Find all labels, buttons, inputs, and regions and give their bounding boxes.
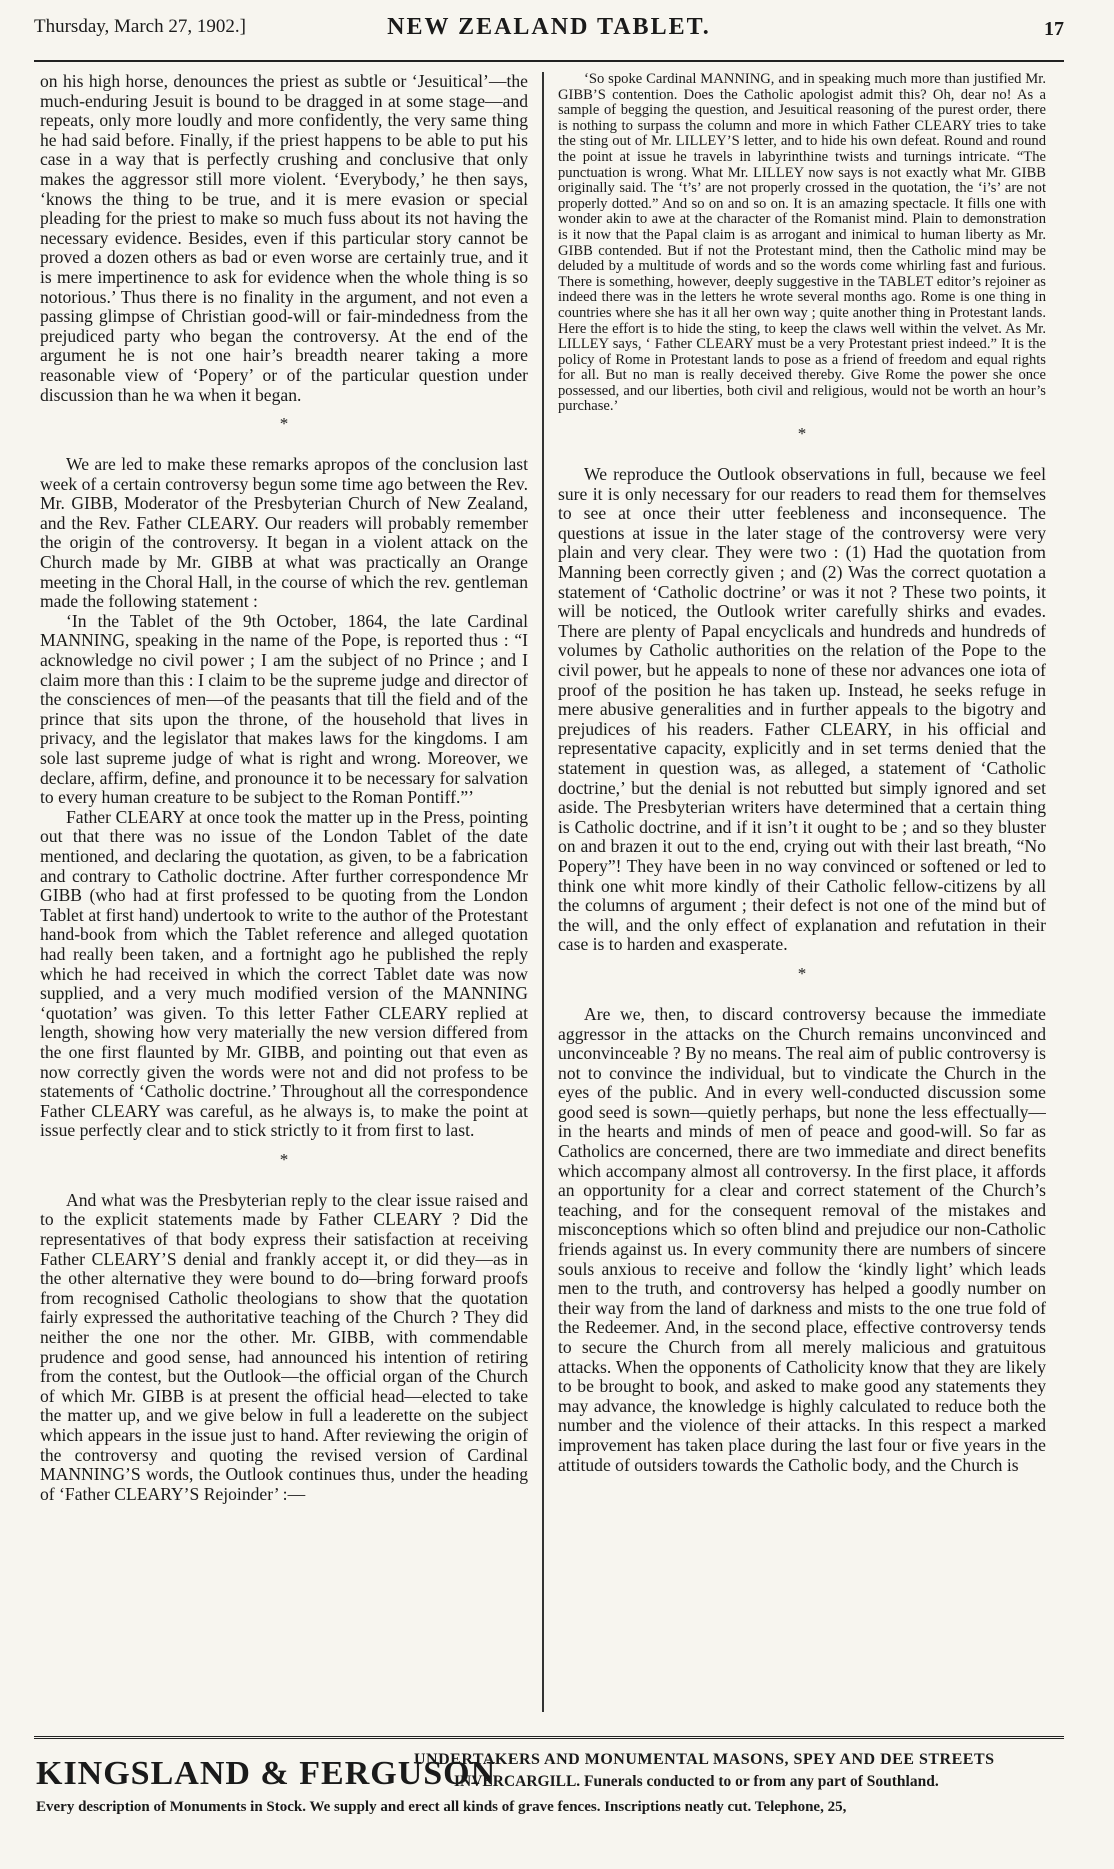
paragraph: We are led to make these remarks apropos of the conclusion last week of a certain controversy begun some time ago between the Rev. Mr. GIBB, Moderator of the Presbyterian Church of New Zealand, and the Rev. Father CLEARY. Our readers will probably remember the origin of the controversy. It began in a violent attack on the Church made by Mr. GIBB at what was practically an Orange meeting in the Choral Hall, in the course of which the rev. gentleman made the following statement : [40, 454, 528, 612]
paragraph: And what was the Presbyterian reply to the clear issue raised and to the explicit statements made by Father CLEARY ? Did the representatives of that body express their satisfaction at receiving Father CLEARY’S denial and frankly accept it, or did they—as in the other alternative they were bound to do—bring forward proofs from recognised Catholic theologians to show that the quotation fairly expressed the authoritative teaching of the Church ? They did neither the one nor the other. Mr. GIBB, with commendable prudence and good sense, had announced his intention of retiring from the contest, but the Outlook—the official organ of the Church of which Mr. GIBB is at present the official head—elected to take the matter up, and we give below in full a leaderette on the subject which appears in the issue just to hand. After reviewing the origin of the controversy and quoting the revised version of Cardinal MANNING’S words, the Outlook continues thus, under the heading of ‘Father CLEARY’S Rejoinder’ :— [40, 1189, 528, 1504]
left-column [40, 72, 528, 1712]
issue-date: Thursday, March 27, 1902.] [34, 16, 246, 37]
paragraph: We reproduce the Outlook observations in full, because we feel sure it is only necessary for our readers to read them for themselves to see at once their utter feebleness and inconsequence. The questions at issue in the later stage of the controversy were very plain and very clear. They were two : (1) Had the quotation from Manning been correctly given ; and (2) Was the correct quotation a statement of ‘Catholic doctrine’ or was it not ? These two points, it will be noticed, the Outlook writer carefully shirks and evades. There are plenty of Papal encyclicals and hundreds and hundreds of volumes by Catholic authorities on the relation of the Pope to the civil power, but he appeals to none of these nor advances one iota of proof of the position he has taken up. Instead, he seeks refuge in mere abusive generalities and in further appeals to the bigotry and prejudices of his readers. Father CLEARY, in his official and representative capacity, explicitly and in set terms denied that the statement in question was, as alleged, a statement of ‘Catholic doctrine,’ but the denial is not rebutted but simply ignored and set aside. The Presbyterian writers have determined that a certain thing is Catholic doctrine, and if it isn’t it ought to be ; and so they bluster on and brazen it out to the end, crying out with their last breath, “No Popery”! They have been in no way convinced or softened or led to think one whit more kindly of their Catholic fellow-citizens by all the columns of argument ; their defect is not one of the mind but of the will, and the only effect of explanation and refutation in their case is to harden and exasperate. [558, 464, 1046, 955]
right-column [558, 72, 1046, 1712]
advert-line: UNDERTAKERS AND MONUMENTAL MASONS, SPEY AND DEE STREETS [414, 1751, 995, 1768]
page-number: 17 [1044, 18, 1064, 40]
paragraph: on his high horse, denounces the priest as subtle or ‘Jesuitical’—the much-enduring Jesuit is bound to be dragged in at some stage—and repeats, only more loudly and more confidently, the very same thing he had said before. Finally, if the priest happens to be able to put his case in a way that is perfectly crushing and conclusive that only makes the aggressor still more violent. ‘Everybody,’ he then says, ‘knows the thing to be true, and it is mere evasion or special pleading for the priest to make so much fuss about its not having the necessary evidence. Besides, even if this particular story cannot be proved a dozen others as bad or even worse are certainly true, and it is mere impertinence to ask for evidence when the whole thing is so notorious.’ Thus there is no finality in the argument, and not even a passing glimpse of Christian good-will or fair-mindedness from the prejudiced party who began the controversy. At the end of the argument he is not one hair’s breadth nearer taking a more reasonable view of ‘Popery’ or of the particular question under discussion than he wa when it began. [40, 72, 528, 405]
section-divider-star: * [279, 414, 289, 434]
newspaper-title: NEW ZEALAND TABLET. [387, 14, 711, 40]
advert-line: Every description of Monuments in Stock. We supply and erect all kinds of grave fences. Inscriptions neatly cut. Telephone, 25, [36, 1799, 847, 1815]
quoted-paragraph: ‘So spoke Cardinal MANNING, and in speaking much more than justified Mr. GIBB’S contention. Does the Catholic apologist admit this? Oh, dear no! As a sample of begging the question, and Jesuitical reasoning of the purest order, there is nothing to surpass the column and more in which Father CLEARY tries to take the sting out of Mr. LILLEY’S letter, and to hide his own defeat. Round and round the point at issue he travels in labyrinthine twists and turnings intricate. “The punctuation is wrong. What Mr. LILLEY now says is not exactly what Mr. GIBB originally said. The ‘t’s’ are not properly crossed in the quotation, the ‘i’s’ are not properly dotted.” And so on and so on. It is an amazing spectacle. It fills one with wonder akin to awe at the character of the Romanist mind. Plain to demonstration is it now that the Papal claim is as arrogant and inimical to human liberty as Mr. GIBB contended. But if not the Protestant mind, then the Catholic mind may be deluded by a multitude of words and so the words come whirling fast and furious. There is something, however, deeply suggestive in the TABLET editor’s rejoiner as indeed there was in the letters he wrote several months ago. Rome is one thing in countries where she has it all her own way ; quite another thing in Protestant lands. Here the effort is to hide the sting, to keep the claws well within the velvet. As Mr. LILLEY says, ‘ Father CLEARY must be a very Protestant priest indeed.” It is the policy of Rome in Protestant lands to pose as a friend of freedom and equal rights for all. But no man is really deceived thereby. Give Rome the power she once possessed, and our liberties, both civil and religious, would not be worth an hour’s purchase.’ [558, 72, 1046, 415]
paragraph: Are we, then, to discard controversy because the immediate aggressor in the attacks on the Church remains unconvinced and unconvinceable ? By no means. The real aim of public controversy is not to convince the individual, but to vindicate the Church in the eyes of the public. And in every well-conducted discussion some good seed is sown—quietly perhaps, but none the less effectually—in the hearts and minds of men of peace and good-will. So far as Catholics are concerned, there are two immediate and direct benefits which accompany almost all controversy. In the first place, it affords an opportunity for a clear and correct statement of the Church’s teaching, and for the consequent removal of the mistakes and misconceptions which so often blind and prejudice our non-Catholic friends against us. In every community there are numbers of sincere souls anxious to receive and follow the ‘kindly light’ which leads men to the truth, and controversy has helped a goodly number on their way from the land of darkness and mists to the one true fold of the Redeemer. And, in the second place, effective controversy tends to secure the Church from all merely malicious and gratuitous attacks. When the opponents of Catholicity know that they are likely to be brought to book, and asked to make good any statements they may advance, the knowledge is highly calculated to reduce both the number and the violence of their attacks. In this respect a marked improvement has taken place during the last four or five years in the attitude of outsiders towards the Catholic body, and the Church is [558, 1003, 1046, 1475]
advert-line: INVERCARGILL. Funerals conducted to or from any part of Southland. [454, 1773, 939, 1790]
column-rule [542, 72, 544, 1712]
section-divider-star: * [797, 424, 807, 444]
section-divider-star: * [797, 963, 807, 983]
paragraph: Father CLEARY at once took the matter up in the Press, pointing out that there was no issue of the London Tablet of the date mentioned, and declaring the quotation, as given, to be a fabrication and contrary to Catholic doctrine. After further correspondence Mr GIBB (who had at first professed to be quoting from the London Tablet at first hand) undertook to write to the author of the Protestant hand-book from which the Tablet reference and alleged quotation had really been taken, and a fortnight ago he published the reply which he had received in which the correct Tablet date was now supplied, and a very much modified version of the MANNING ‘quotation’ was given. To this letter Father CLEARY replied at length, showing how very materially the new version differed from the one first flaunted by Mr. GIBB, and pointing out that even as now correctly given the words were not and did not profess to be statements of ‘Catholic doctrine.’ Throughout all the correspondence Father CLEARY was careful, as he always is, to make the point at issue perfectly clear and to stick strictly to it from first to last. [40, 806, 528, 1141]
advertiser-name: KINGSLAND & FERGUSON [36, 1755, 497, 1792]
advertisement-banner [34, 1736, 1064, 1864]
outlook-quotation [558, 72, 1046, 415]
article-columns [40, 72, 1064, 1712]
section-divider-star: * [279, 1149, 289, 1169]
masthead [34, 6, 1064, 62]
quoted-paragraph: ‘In the Tablet of the 9th October, 1864, the late Cardinal MANNING, speaking in the name of the Pope, is reported thus : “I acknowledge no civil power ; I am the subject of no Prince ; and I claim more than this : I claim to be the supreme judge and director of the consciences of men—of the peasants that till the field and of the prince that sits upon the throne, of the household that lives in privacy, and the legislator that makes laws for the kingdoms. I am sole last supreme judge of what is right and wrong. Moreover, we declare, affirm, define, and pronounce it to be necessary for salvation to every human creature to be subject to the Roman Pontiff.”’ [40, 610, 528, 808]
